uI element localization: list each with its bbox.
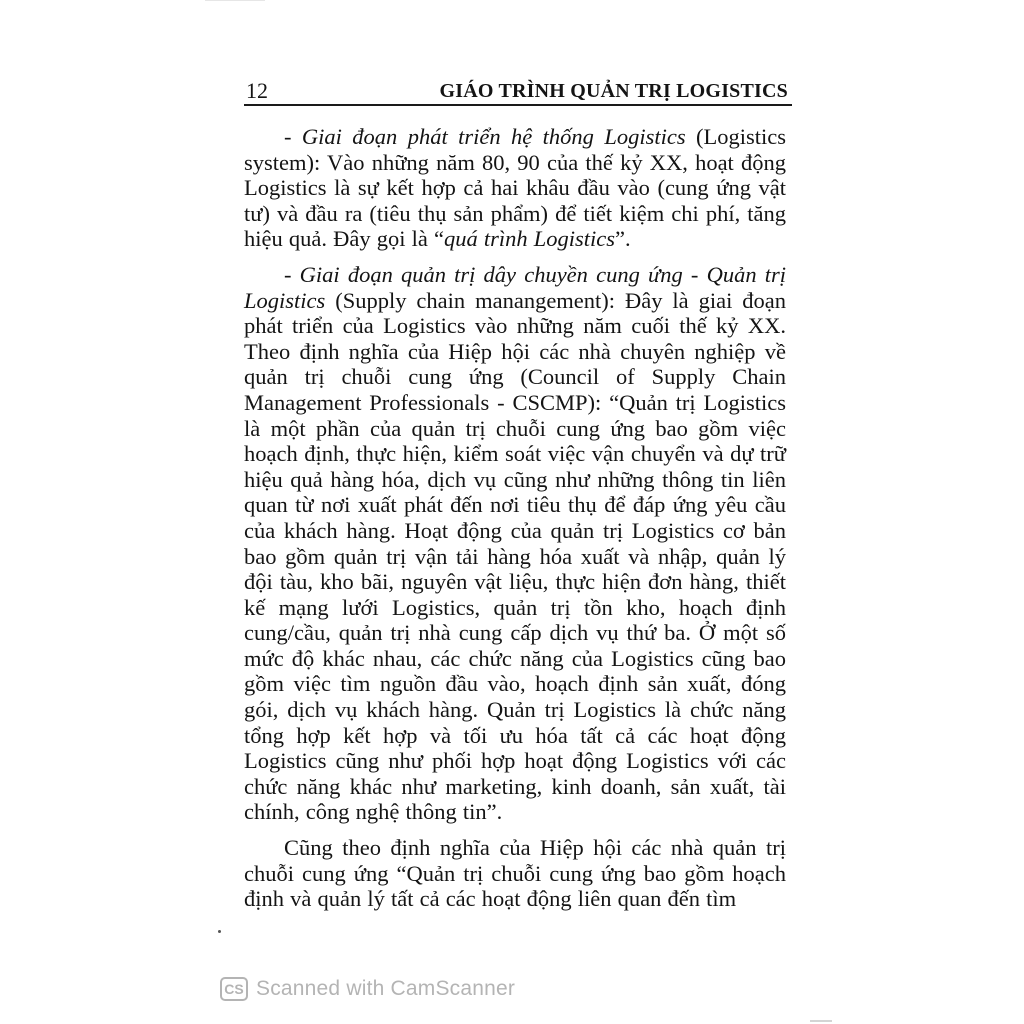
paragraph-text: Cũng theo định nghĩa của Hiệp hội các nhà quản trị chuỗi cung ứng “Quản trị chuỗi cung ứng bao gồm hoạch định và quản lý tất cả các hoạt động liên quan đến tìm [244, 835, 786, 912]
paragraph-tail: ”. [614, 226, 631, 252]
watermark-text: Scanned with CamScanner [256, 977, 516, 1000]
paragraph-text: (Logistics system): Vào những năm 80, 90 của thế kỷ XX, hoạt động Logistics là sự kết hợp cả hai khâu đầu vào (cung ứng vật tư) và đầu ra (tiêu thụ sản phẩm) để tiết kiệm chi phí, tăng hiệu quả. Đây gọi là “ [244, 124, 786, 252]
running-title: GIÁO TRÌNH QUẢN TRỊ LOGISTICS [439, 80, 788, 102]
paragraph-supply-chain-management [244, 262, 786, 825]
scan-edge-mark-bottom [810, 1020, 832, 1022]
paragraph-cscmp-definition [244, 835, 786, 912]
paragraph-logistics-system [244, 124, 786, 252]
paragraph-lead: - Giai đoạn phát triển hệ thống Logistics [284, 124, 686, 149]
camscanner-logo-icon: CS [220, 977, 248, 1001]
body-text [244, 124, 786, 922]
camscanner-watermark [220, 974, 515, 1004]
scan-edge-mark-top [205, 0, 265, 1]
page-number: 12 [246, 78, 268, 103]
scan-speck [218, 930, 221, 933]
header-rule [244, 104, 792, 106]
page-header [244, 78, 788, 106]
paragraph-text: (Supply chain manangement): Đây là giai đoạn phát triển của Logistics vào những năm cuối thế kỷ XX. Theo định nghĩa của Hiệp hội các nhà chuyên nghiệp về quản trị chuỗi cung ứng (Council of Supply Chain Management Professionals - CSCMP): “Quản trị Logistics là một phần của quản trị chuỗi cung ứng bao gồm việc hoạch định, thực hiện, kiểm soát việc vận chuyển và dự trữ hiệu quả hàng hóa, dịch vụ cũng như những thông tin liên quan từ nơi xuất phát đến nơi tiêu thụ để đáp ứng yêu cầu của khách hàng. Hoạt động của quản trị Logistics cơ bản bao gồm quản trị vận tải hàng hóa xuất và nhập, quản lý đội tàu, kho bãi, nguyên vật liệu, thực hiện đơn hàng, thiết kế mạng lưới Logistics, quản trị tồn kho, hoạch định cung/cầu, quản trị nhà cung cấp dịch vụ thứ ba. Ở một số mức độ khác nhau, các chức năng của Logistics cũng bao gồm việc tìm nguồn đầu vào, hoạch định sản xuất, đóng gói, dịch vụ khách hàng. Quản trị Logistics là chức năng tổng hợp kết hợp và tối ưu hóa tất cả các hoạt động Logistics cũng như phối hợp hoạt động Logistics với các chức năng khác như marketing, kinh doanh, sản xuất, tài chính, công nghệ thông tin”. [244, 287, 786, 825]
paragraph-emphasis: quá trình Logistics [443, 226, 615, 252]
paragraph-lead: - Giai đoạn quản trị dây chuyền cung ứng - Quản trị Logistics [244, 261, 786, 313]
